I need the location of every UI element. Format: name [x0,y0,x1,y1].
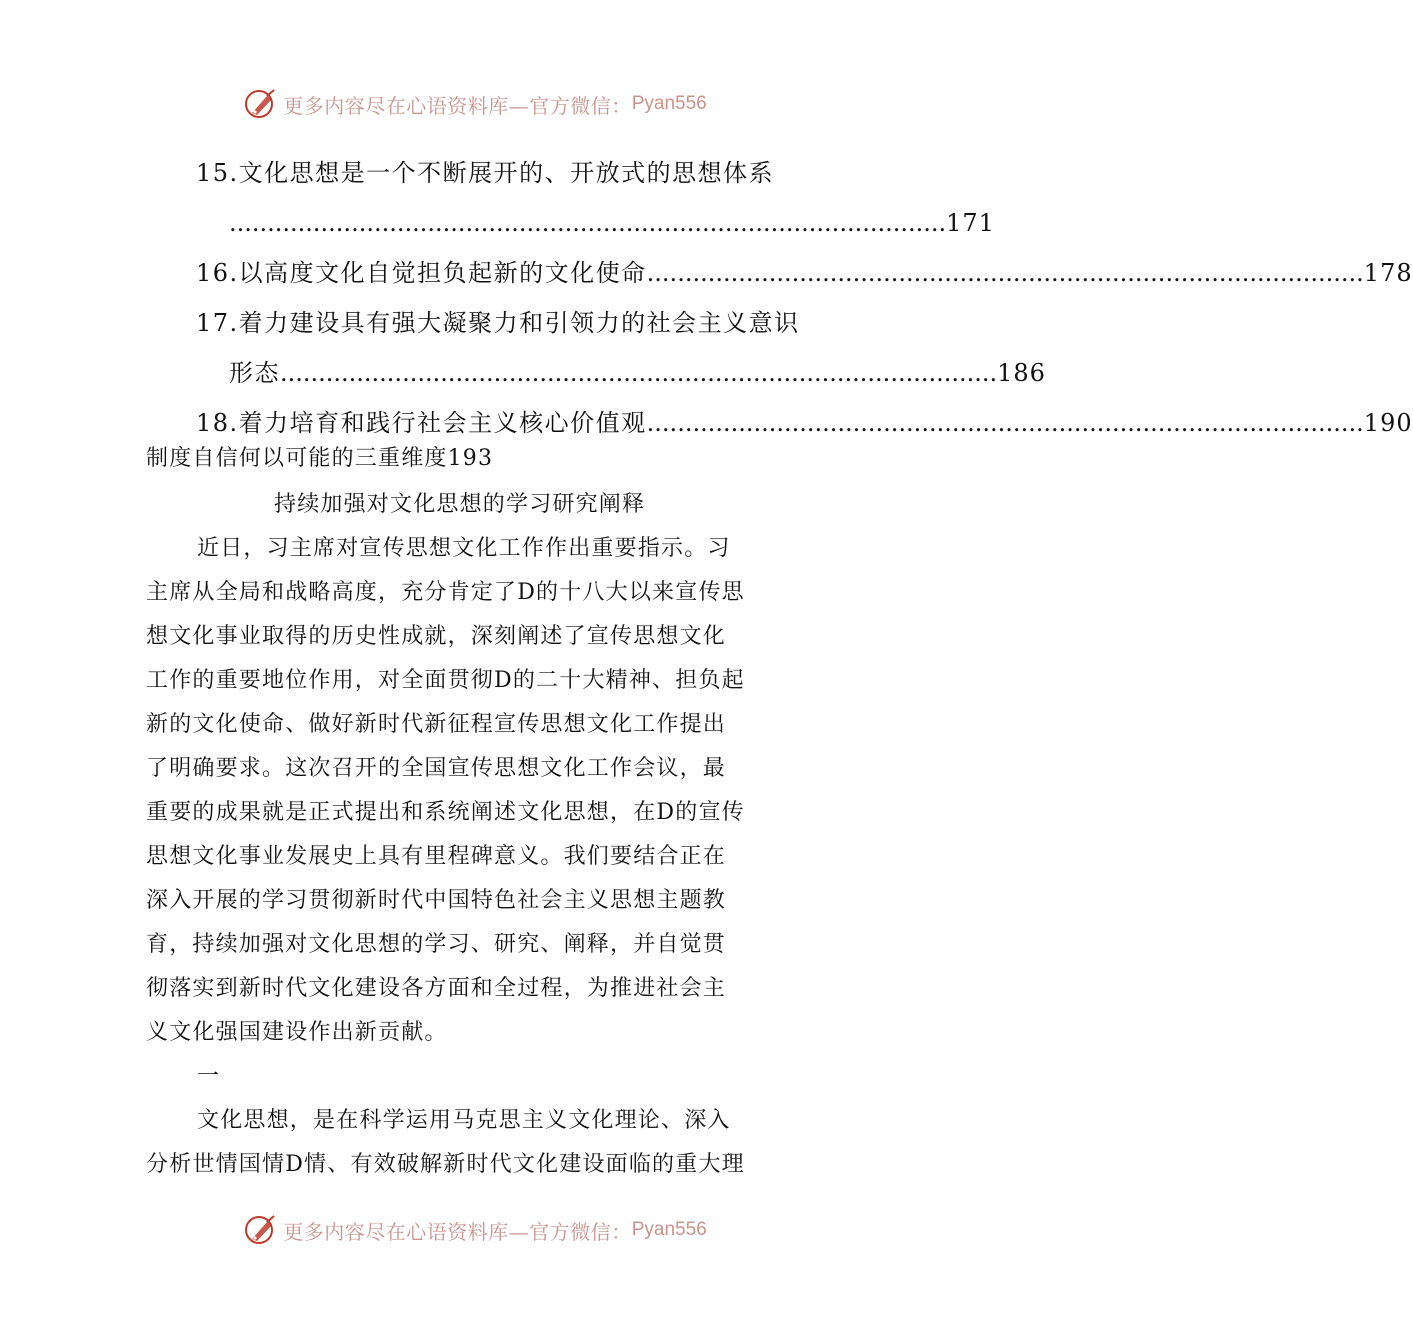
toc-leader-dots: .............................................................................................. [280,359,998,387]
toc-entry-16[interactable] [196,248,1413,298]
toc-title: 16.以高度文化自觉担负起新的文化使命 [196,259,647,287]
toc-title: 15.文化思想是一个不断展开的、开放式的思想体系 [196,159,775,187]
toc-title: 17.着力建设具有强大凝聚力和引领力的社会主义意识 [196,309,800,337]
pen-nib-icon [243,86,279,122]
paragraph-line: 工作的重要地位作用，对全面贯彻D的二十大精神、担负起 [146,668,745,693]
toc-title-cont: 形态 [229,359,280,387]
watermark-header [0,84,950,124]
toc-extra-entry: 制度自信何以可能的三重维度193 [146,446,494,471]
toc-entry-17[interactable] [196,298,804,348]
paragraph-line: 思想文化事业发展史上具有里程碑意义。我们要结合正在 [146,844,727,869]
table-of-contents [196,148,1413,448]
toc-entry-17-cont[interactable] [196,348,1046,398]
toc-page-number: 171 [946,209,995,237]
article-title: 持续加强对文化思想的学习研究阐释 [274,492,646,517]
toc-page-number: 190 [1363,409,1413,437]
paragraph-line: 义文化强国建设作出新贡献。 [146,1020,448,1045]
watermark-wechat: Pyan556 [631,93,707,114]
watermark-text: 更多内容尽在心语资料库—官方微信： [283,1219,632,1244]
paragraph-line: 重要的成果就是正式提出和系统阐述文化思想，在D的宣传 [146,800,745,825]
paragraph-line: 深入开展的学习贯彻新时代中国特色社会主义思想主题教 [146,888,727,913]
toc-leader-dots: .............................................................................................. [646,259,1364,287]
paragraph-line: 近日，习主席对宣传思想文化工作作出重要指示。习 [197,536,731,561]
paragraph-line: 想文化事业取得的历史性成就，深刻阐述了宣传思想文化 [146,624,727,649]
section-marker: 一 [197,1064,221,1089]
paragraph-line: 育，持续加强对文化思想的学习、研究、阐释，并自觉贯 [146,932,727,957]
watermark-text: 更多内容尽在心语资料库—官方微信： [283,93,632,118]
paragraph-line: 文化思想，是在科学运用马克思主义文化理论、深入 [197,1108,731,1133]
toc-title: 18.着力培育和践行社会主义核心价值观 [196,409,647,437]
watermark-footer [0,1210,950,1250]
paragraph-line: 彻落实到新时代文化建设各方面和全过程，为推进社会主 [146,976,727,1001]
toc-leader-dots: .............................................................................................. [229,209,947,237]
paragraph-line: 分析世情国情D情、有效破解新时代文化建设面临的重大理 [146,1152,745,1177]
watermark-wechat: Pyan556 [631,1219,707,1240]
toc-page-number: 186 [997,359,1046,387]
paragraph-line: 新的文化使命、做好新时代新征程宣传思想文化工作提出 [146,712,727,737]
paragraph-line: 了明确要求。这次召开的全国宣传思想文化工作会议，最 [146,756,727,781]
toc-entry-15[interactable] [196,148,804,198]
toc-leader-dots: .............................................................................................. [646,409,1364,437]
toc-entry-15-cont[interactable] [196,198,995,248]
paragraph-line: 主席从全局和战略高度，充分肯定了D的十八大以来宣传思 [146,580,745,605]
toc-page-number: 178 [1363,259,1413,287]
pen-nib-icon [243,1212,279,1248]
